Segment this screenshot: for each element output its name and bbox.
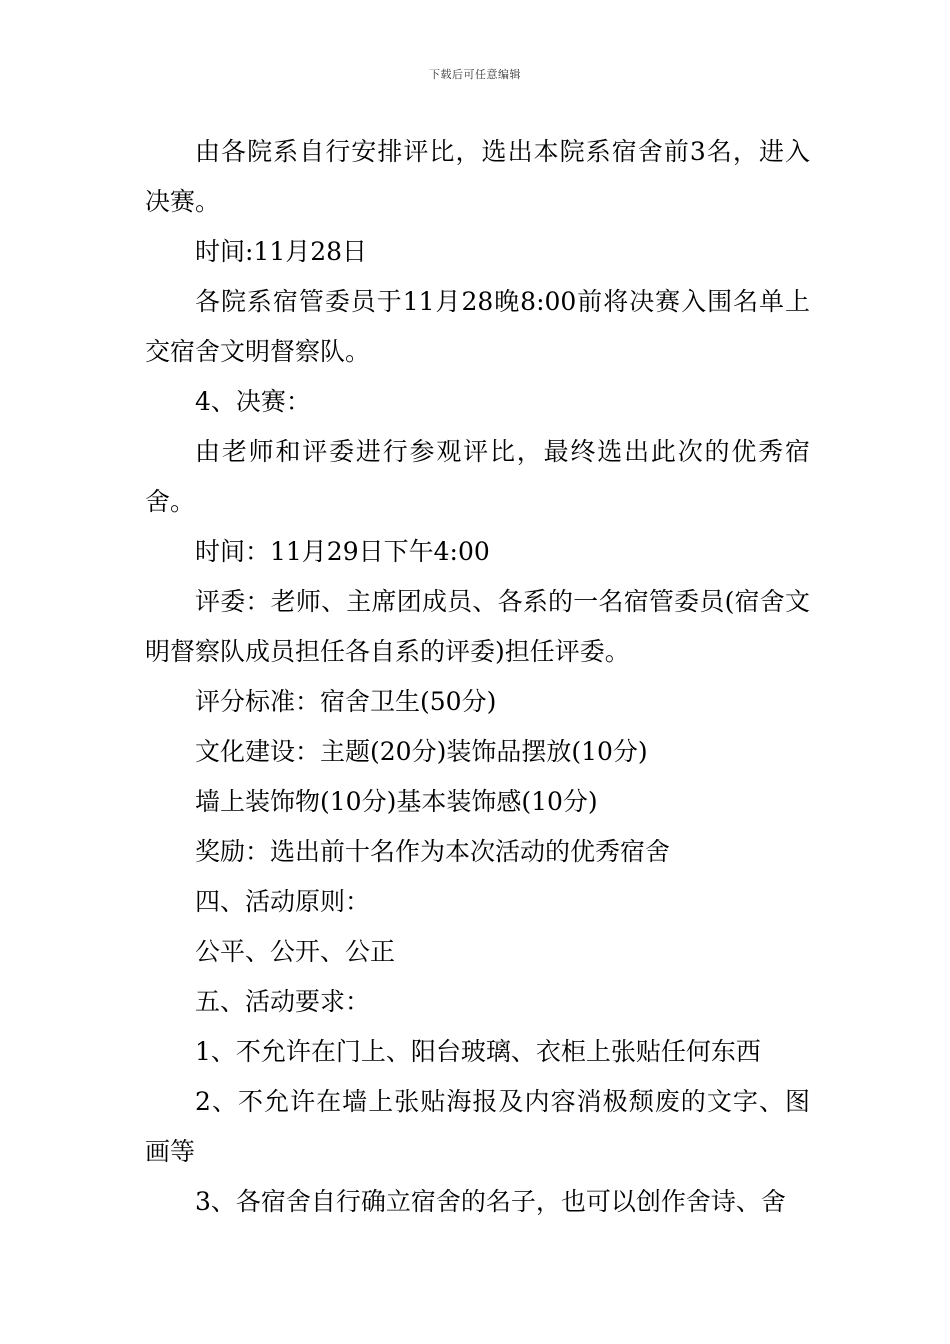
paragraph: 文化建设：主题(20分)装饰品摆放(10分) [195, 737, 648, 766]
paragraph: 由各院系自行安排评比，选出本院系宿舍前3名，进入决赛。 [145, 137, 810, 216]
paragraph: 2、不允许在墙上张贴海报及内容消极颓废的文字、图画等 [145, 1087, 810, 1166]
paragraph: 3、各宿舍自行确立宿舍的名子，也可以创作舍诗、舍 [195, 1187, 786, 1216]
paragraph: 四、活动原则： [195, 887, 371, 916]
document-body [145, 127, 810, 1227]
paragraph: 评委：老师、主席团成员、各系的一名宿管委员(宿舍文明督察队成员担任各自系的评委)担任评委。 [145, 587, 810, 666]
paragraph: 公平、公开、公正 [195, 937, 396, 966]
paragraph: 五、活动要求： [195, 987, 371, 1016]
paragraph: 时间：11月29日下午4:00 [195, 537, 490, 566]
paragraph: 4、决赛： [195, 387, 311, 416]
paragraph: 奖励：选出前十名作为本次活动的优秀宿舍 [195, 837, 671, 866]
paragraph: 墙上装饰物(10分)基本装饰感(10分) [195, 787, 598, 816]
paragraph: 由老师和评委进行参观评比，最终选出此次的优秀宿舍。 [145, 437, 810, 516]
paragraph: 1、不允许在门上、阳台玻璃、衣柜上张贴任何东西 [195, 1037, 761, 1066]
paragraph: 评分标准：宿舍卫生(50分) [195, 687, 497, 716]
paragraph: 时间:11月28日 [195, 237, 368, 266]
paragraph: 各院系宿管委员于11月28晚8:00前将决赛入围名单上交宿舍文明督察队。 [145, 287, 810, 366]
header-note: 下载后可任意编辑 [429, 68, 521, 81]
